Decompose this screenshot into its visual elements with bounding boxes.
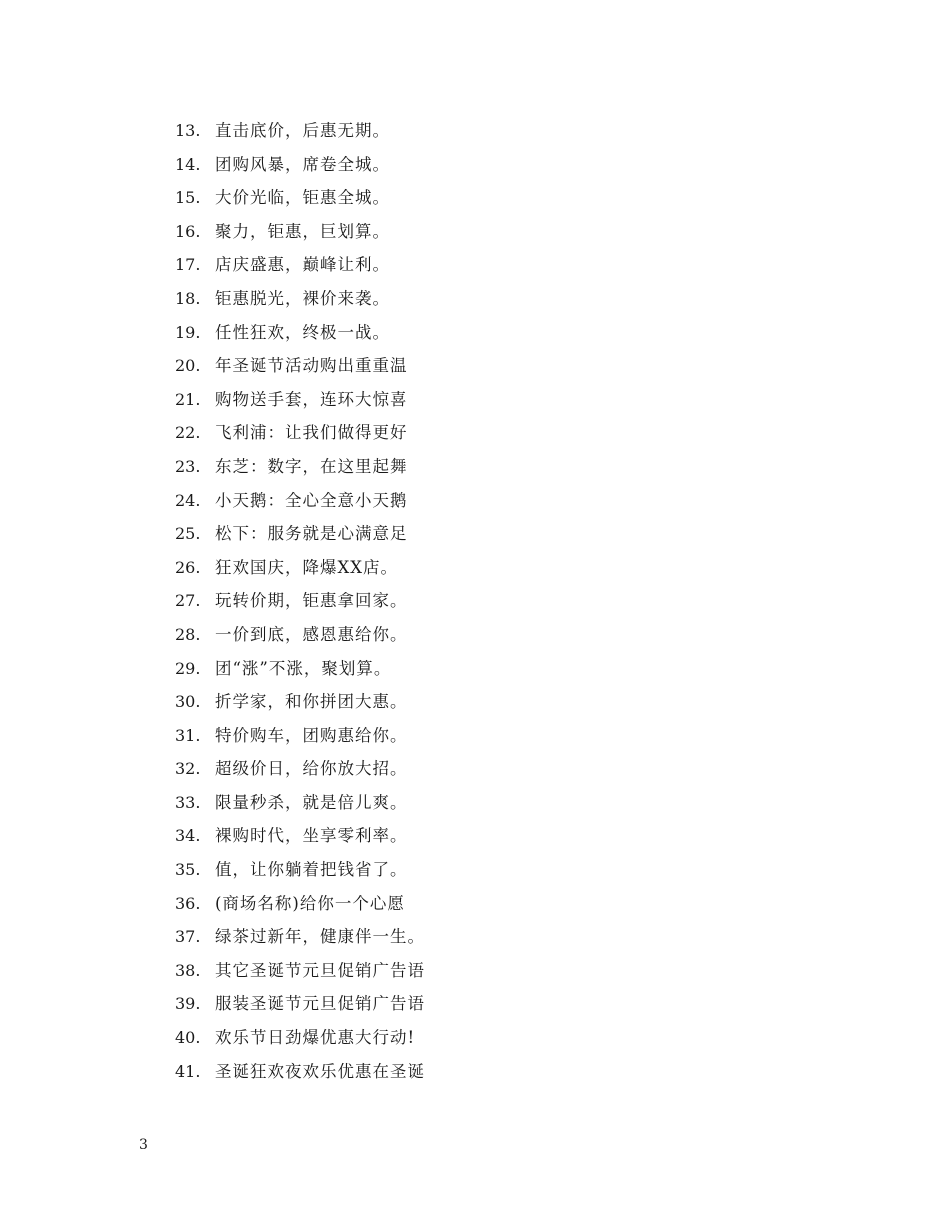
list-item <box>175 891 425 925</box>
list-item <box>175 958 425 992</box>
list-item <box>175 118 425 152</box>
list-item <box>175 1059 425 1093</box>
list-item-text: 任性狂欢，终极一战。 <box>215 322 390 342</box>
list-item-text: 大价光临，钜惠全城。 <box>215 188 390 208</box>
list-item-number: 40. <box>175 1028 201 1048</box>
list-item-text: 其它圣诞节元旦促销广告语 <box>215 960 425 980</box>
list-item-text: 小天鹅：全心全意小天鹅 <box>215 490 408 510</box>
list-item-number: 24. <box>175 490 201 510</box>
list-item-text: 超级价日，给你放大招。 <box>215 759 408 779</box>
list-item <box>175 555 425 589</box>
list-item-text: 聚力，钜惠，巨划算。 <box>215 221 390 241</box>
list-item-text: 服装圣诞节元旦促销广告语 <box>215 994 425 1014</box>
list-item <box>175 488 425 522</box>
list-item <box>175 756 425 790</box>
list-item <box>175 656 425 690</box>
list-item <box>175 790 425 824</box>
list-item-text: 购物送手套，连环大惊喜 <box>215 389 408 409</box>
list-item-text: 钜惠脱光，裸价来袭。 <box>215 288 390 308</box>
list-item-text: 松下：服务就是心满意足 <box>215 524 408 544</box>
page-number: 3 <box>139 1137 148 1153</box>
list-item-text: 一价到底，感恩惠给你。 <box>215 624 408 644</box>
list-item-text: 团“涨”不涨，聚划算。 <box>215 658 392 678</box>
list-item-number: 33. <box>175 792 201 812</box>
list-item-text: 飞利浦：让我们做得更好 <box>215 423 408 443</box>
list-item-text: 绿茶过新年，健康伴一生。 <box>215 927 425 947</box>
list-item <box>175 723 425 757</box>
list-item-text: 店庆盛惠，巅峰让利。 <box>215 255 390 275</box>
list-item-text: 东芝：数字，在这里起舞 <box>215 456 408 476</box>
list-item-number: 26. <box>175 557 201 577</box>
list-item <box>175 185 425 219</box>
list-item-number: 36. <box>175 893 201 913</box>
list-item-number: 23. <box>175 456 201 476</box>
list-item-number: 22. <box>175 423 201 443</box>
list-item <box>175 521 425 555</box>
list-item <box>175 152 425 186</box>
list-item-number: 28. <box>175 624 201 644</box>
list-item <box>175 454 425 488</box>
list-item <box>175 353 425 387</box>
list-item-number: 19. <box>175 322 201 342</box>
list-item-number: 37. <box>175 927 201 947</box>
list-item-number: 27. <box>175 591 201 611</box>
list-item-text: (商场名称)给你一个心愿 <box>215 893 405 913</box>
list-item <box>175 588 425 622</box>
list-item <box>175 219 425 253</box>
list-item <box>175 823 425 857</box>
list-item-number: 25. <box>175 524 201 544</box>
list-item <box>175 420 425 454</box>
list-item-number: 21. <box>175 389 201 409</box>
list-item-number: 30. <box>175 692 201 712</box>
list-item-number: 32. <box>175 759 201 779</box>
list-item-number: 13. <box>175 121 201 140</box>
list-item <box>175 622 425 656</box>
slogan-list <box>175 118 425 1092</box>
list-item-text: 团购风暴，席卷全城。 <box>215 154 390 174</box>
list-item-number: 20. <box>175 356 201 376</box>
list-item <box>175 1025 425 1059</box>
list-item-text: 限量秒杀，就是倍儿爽。 <box>215 792 408 812</box>
list-item-number: 18. <box>175 288 201 308</box>
list-item-text: 折学家，和你拼团大惠。 <box>215 692 408 712</box>
list-item <box>175 689 425 723</box>
list-item-text: 狂欢国庆，降爆XX店。 <box>215 557 398 577</box>
list-item-text: 特价购车，团购惠给你。 <box>215 725 408 745</box>
list-item <box>175 286 425 320</box>
list-item-text: 裸购时代，坐享零利率。 <box>215 826 408 846</box>
list-item <box>175 252 425 286</box>
list-item-number: 39. <box>175 994 201 1014</box>
list-item-text: 圣诞狂欢夜欢乐优惠在圣诞 <box>215 1061 425 1081</box>
list-item-text: 值，让你躺着把钱省了。 <box>215 860 408 880</box>
list-item <box>175 320 425 354</box>
list-item-number: 17. <box>175 255 201 275</box>
list-item-number: 35. <box>175 860 201 880</box>
list-item-text: 直击底价，后惠无期。 <box>215 121 390 140</box>
list-item-number: 16. <box>175 221 201 241</box>
list-item-text: 年圣诞节活动购出重重温 <box>215 356 408 376</box>
list-item <box>175 924 425 958</box>
list-item <box>175 387 425 421</box>
list-item <box>175 857 425 891</box>
list-item-number: 14. <box>175 154 201 174</box>
list-item-number: 31. <box>175 725 201 745</box>
list-item-number: 41. <box>175 1061 201 1081</box>
list-item-number: 29. <box>175 658 201 678</box>
list-item-number: 15. <box>175 188 201 208</box>
list-item-text: 玩转价期，钜惠拿回家。 <box>215 591 408 611</box>
list-item <box>175 991 425 1025</box>
list-item-text: 欢乐节日劲爆优惠大行动! <box>215 1028 416 1048</box>
list-item-number: 34. <box>175 826 201 846</box>
list-item-number: 38. <box>175 960 201 980</box>
